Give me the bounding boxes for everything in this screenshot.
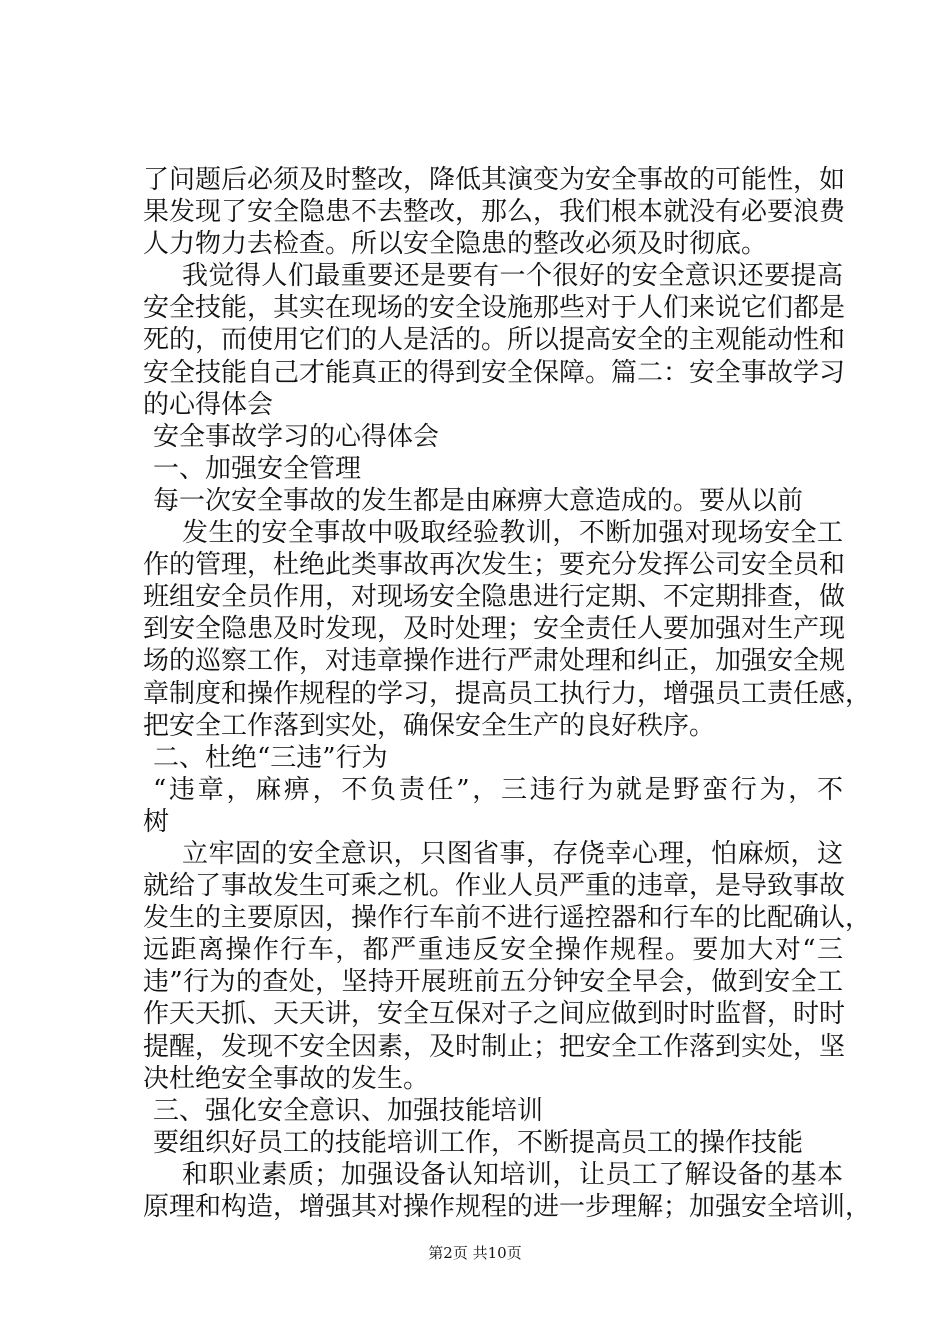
section-heading: 一、加强安全管理 bbox=[153, 453, 362, 484]
body-text bbox=[143, 164, 872, 1223]
text-line: 和职业素质；加强设备认知培训，让员工了解设备的基本 bbox=[182, 1159, 843, 1190]
text-line: 就给了事故发生可乘之机。作业人员严重的违章，是导致事故 bbox=[143, 871, 846, 902]
text-line: 树 bbox=[143, 806, 170, 837]
text-line: 每一次安全事故的发生都是由麻痹大意造成的。要从以前 bbox=[153, 485, 804, 516]
page-number-footer: 第2页 共10页 bbox=[428, 1244, 522, 1262]
text-line: 死的，而使用它们的人是活的。所以提高安全的主观能动性和 bbox=[143, 325, 846, 356]
text-line: 要组织好员工的技能培训工作，不断提高员工的操作技能 bbox=[153, 1127, 804, 1158]
text-line: 原理和构造，增强其对操作规程的进一步理解；加强安全培训， bbox=[143, 1192, 872, 1222]
section-heading: 三、强化安全意识、加强技能培训 bbox=[153, 1095, 544, 1126]
text-line: 发生的安全事故中吸取经验教训，不断加强对现场安全工 bbox=[182, 518, 843, 549]
text-line: 发生的主要原因，操作行车前不进行遥控器和行车的比配确认， bbox=[143, 903, 872, 934]
text-line: 果发现了安全隐患不去整改，那么，我们根本就没有必要浪费 bbox=[143, 197, 846, 228]
section-title: 安全事故学习的心得体会 bbox=[153, 421, 440, 452]
text-line: 远距离操作行车，都严重违反安全操作规程。要加大对“三 bbox=[143, 935, 843, 966]
text-line: 把安全工作落到实处，确保安全生产的良好秩序。 bbox=[143, 710, 716, 741]
text-line: 安全技能，其实在现场的安全设施那些对于人们来说它们都是 bbox=[143, 293, 846, 324]
text-line: “违章，麻痹，不负责任”，三违行为就是野蛮行为，不 bbox=[153, 774, 843, 805]
text-line: 到安全隐患及时发现，及时处理；安全责任人要加强对生产现 bbox=[143, 614, 846, 645]
text-line: 违”行为的查处，坚持开展班前五分钟安全早会，做到安全工 bbox=[143, 967, 843, 998]
text-line: 我觉得人们最重要还是要有一个很好的安全意识还要提高 bbox=[182, 261, 843, 292]
text-line: 班组安全员作用，对现场安全隐患进行定期、不定期排查，做 bbox=[143, 582, 846, 613]
text-line: 章制度和操作规程的学习，提高员工执行力，增强员工责任感， bbox=[143, 678, 872, 709]
text-line: 作的管理，杜绝此类事故再次发生；要充分发挥公司安全员和 bbox=[143, 550, 846, 581]
text-line: 作天天抓、天天讲，安全互保对子之间应做到时时监督，时时 bbox=[143, 999, 846, 1030]
text-line: 提醒，发现不安全因素，及时制止；把安全工作落到实处，坚 bbox=[143, 1031, 846, 1062]
text-line: 人力物力去检查。所以安全隐患的整改必须及时彻底。 bbox=[143, 229, 768, 260]
text-line: 的心得体会 bbox=[143, 389, 274, 420]
text-line: 决杜绝安全事故的发生。 bbox=[143, 1063, 430, 1094]
section-heading: 二、杜绝“三违”行为 bbox=[153, 742, 388, 773]
text-line: 立牢固的安全意识，只图省事，存侥幸心理，怕麻烦，这 bbox=[182, 838, 843, 869]
text-line: 场的巡察工作，对违章操作进行严肃处理和纠正，加强安全规 bbox=[143, 646, 846, 677]
text-line: 了问题后必须及时整改，降低其演变为安全事故的可能性，如 bbox=[143, 165, 846, 195]
text-line: 安全技能自己才能真正的得到安全保障。篇二：安全事故学习 bbox=[143, 357, 846, 388]
